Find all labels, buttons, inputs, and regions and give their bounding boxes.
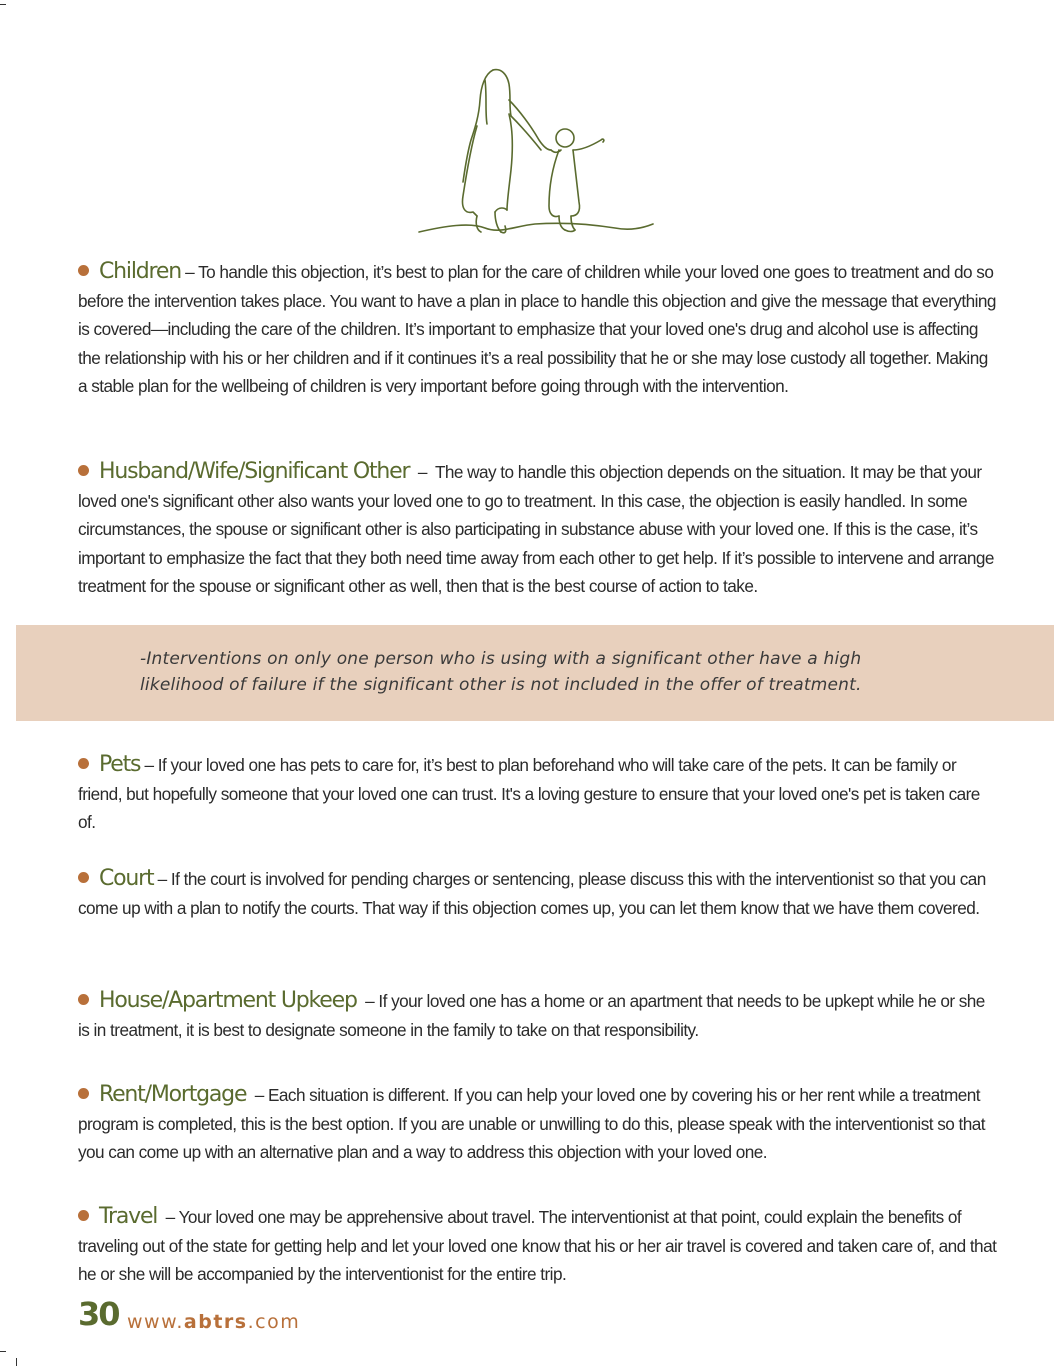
objection-text: To handle this objection, it’s best to plan for the care of children while your loved one goes to treatment and do so before the intervention takes place. You want to have a plan in place to handle this objection and give the message that everything is covered—including the care of the children. It’s important to emphasize that your loved one's drug and alcohol use is affecting the relationship with his or her children and if it continues it’s a real possibility that he or she may lose custody all together. Making a stable plan for the wellbeing of children is very important before going through with the intervention. bbox=[78, 262, 996, 397]
objection-court bbox=[78, 865, 998, 922]
mother-child-line-art-icon bbox=[415, 66, 657, 238]
objection-separator: – bbox=[157, 869, 167, 889]
objection-term: Children bbox=[99, 259, 181, 284]
objection-separator: – bbox=[254, 1085, 264, 1105]
website-suffix: .com bbox=[247, 1311, 301, 1333]
objection-text: If your loved one has a home or an apartment that needs to be upkept while he or she is in treatment, it is best to designate someone in the family to take on that responsibility. bbox=[78, 991, 985, 1040]
callout-text: -Interventions on only one person who is using with a significant other have a high likelihood of failure if the significant other is not included in the offer of treatment. bbox=[140, 649, 862, 695]
bullet-icon bbox=[78, 265, 89, 276]
crop-mark-bottom-left-vertical bbox=[16, 1358, 17, 1366]
objection-travel bbox=[78, 1203, 998, 1289]
objection-significant-other bbox=[78, 458, 998, 601]
objection-separator: – bbox=[165, 1207, 175, 1227]
website-domain: abtrs bbox=[183, 1311, 248, 1333]
objection-term: Rent/Mortgage bbox=[99, 1082, 247, 1107]
objection-separator: – bbox=[417, 462, 427, 482]
objection-text: The way to handle this objection depends on the situation. It may be that your loved one's significant other also wants your loved one to go to treatment. In this case, the objection is easily handled. In some circumstances, the spouse or significant other is also participating in substance abuse with your loved one. If this is the case, it’s important to emphasize the fact that they both need time away from each other to get help. If it’s possible to intervene and arrange treatment for the spouse or significant other as well, then that is the best course of action to take. bbox=[78, 462, 994, 597]
objection-term: Court bbox=[99, 866, 154, 891]
objection-house-upkeep bbox=[78, 987, 998, 1044]
page-number: 30 bbox=[78, 1295, 119, 1333]
objection-children bbox=[78, 258, 998, 401]
bullet-icon bbox=[78, 994, 89, 1005]
objection-text: Your loved one may be apprehensive about travel. The interventionist at that point, could explain the benefits of traveling out of the state for getting help and let your loved one know that his or her air travel is covered and taken care of, and that he or she will be accompanied by the interventionist for the entire trip. bbox=[78, 1207, 997, 1285]
bullet-icon bbox=[78, 465, 89, 476]
website-link[interactable] bbox=[127, 1308, 300, 1336]
bullet-icon bbox=[78, 1088, 89, 1099]
objection-term: House/Apartment Upkeep bbox=[99, 988, 357, 1013]
objection-separator: – bbox=[144, 755, 154, 775]
crop-mark-bottom-left bbox=[0, 1351, 6, 1352]
objection-term: Husband/Wife/Significant Other bbox=[99, 459, 410, 484]
objection-separator: – bbox=[365, 991, 375, 1011]
bullet-icon bbox=[78, 758, 89, 769]
website-prefix: www. bbox=[127, 1311, 184, 1333]
crop-mark-top-left bbox=[0, 4, 6, 5]
bullet-icon bbox=[78, 872, 89, 883]
objection-text: If the court is involved for pending charges or sentencing, please discuss this with the interventionist so that you can come up with a plan to notify the courts. That way if this objection comes up, you can let them know that we have them covered. bbox=[78, 869, 986, 918]
objection-term: Travel bbox=[99, 1204, 158, 1229]
objection-text: If your loved one has pets to care for, it’s best to plan beforehand who will take care of the pets. It can be family or friend, but hopefully someone that your loved one can trust. It's a loving gesture to ensure that your loved one's pet is taken care of. bbox=[78, 755, 980, 833]
bullet-icon bbox=[78, 1210, 89, 1221]
objection-pets bbox=[78, 751, 998, 837]
objection-text: Each situation is different. If you can help your loved one by covering his or her rent while a treatment program is completed, this is the best option. If you are unable or unwilling to do this, please speak with the interventionist so that you can come up with an alternative plan and a way to address this objection with your loved one. bbox=[78, 1085, 985, 1163]
objection-rent-mortgage bbox=[78, 1081, 998, 1167]
objection-term: Pets bbox=[99, 752, 141, 777]
callout-box bbox=[16, 625, 1054, 721]
objection-separator: – bbox=[185, 262, 195, 282]
